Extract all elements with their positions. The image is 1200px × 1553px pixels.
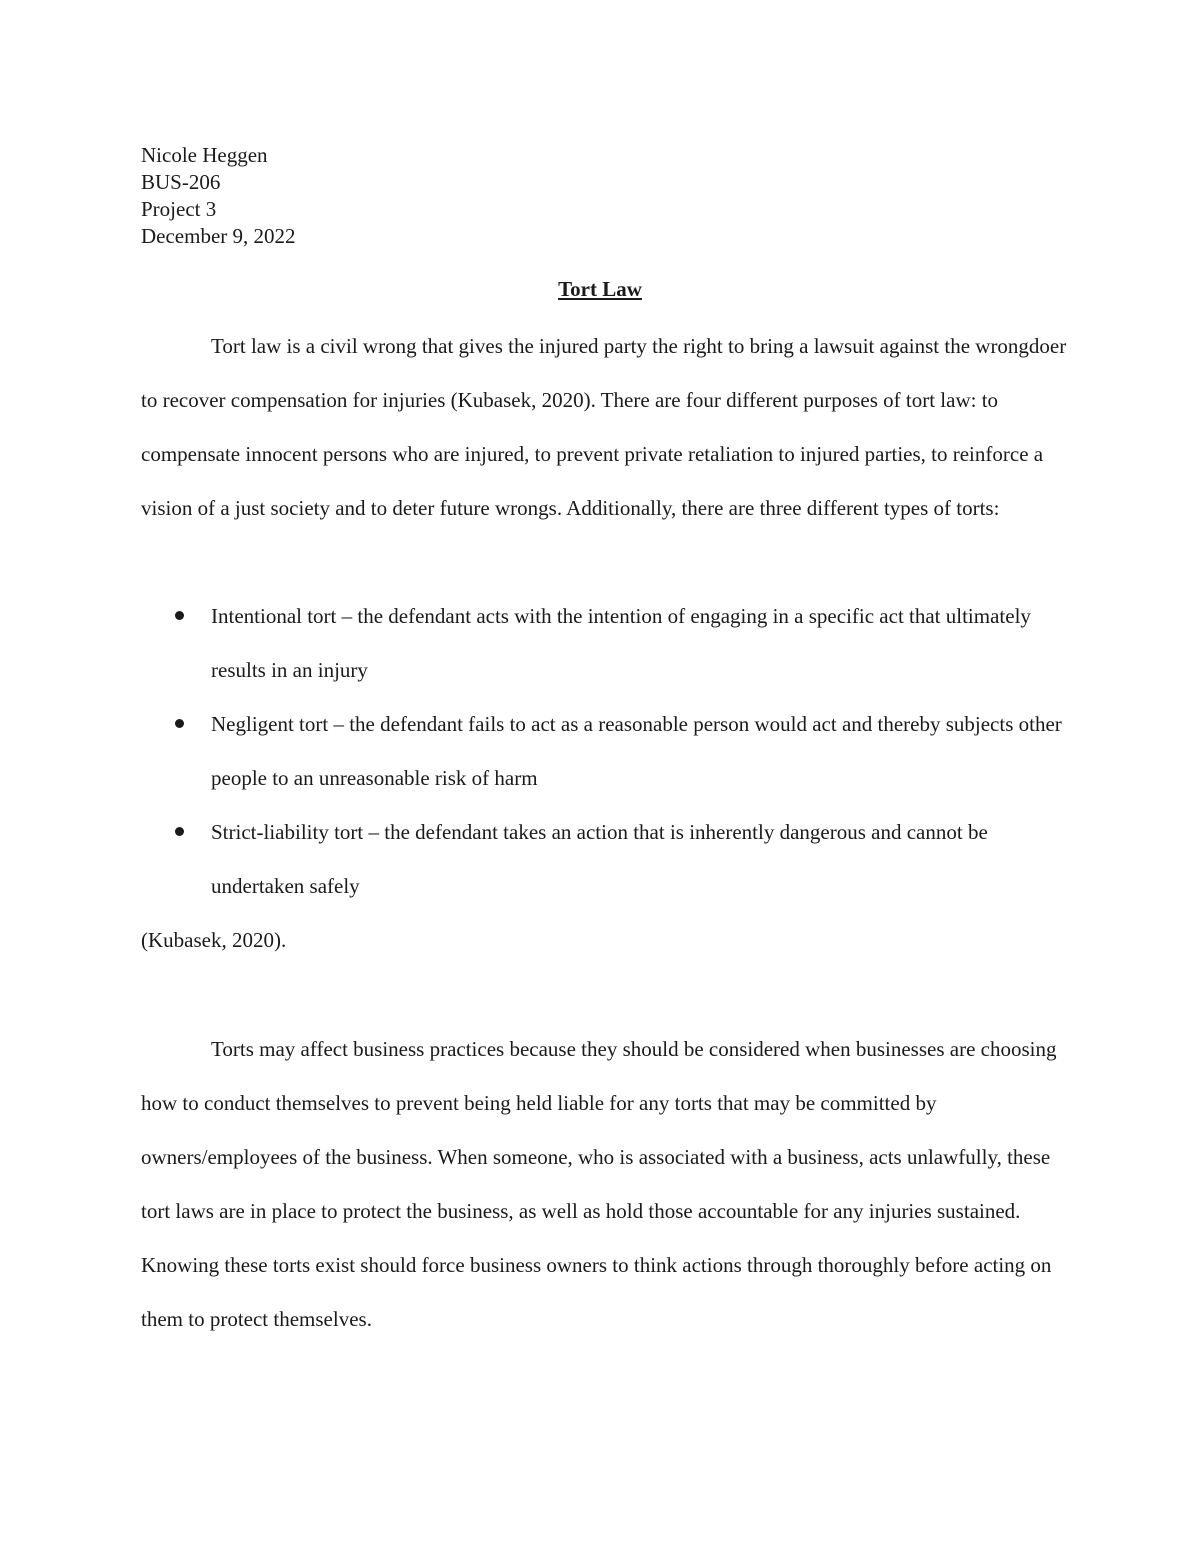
- tort-types-list: [141, 589, 1071, 913]
- list-item: [141, 805, 1071, 913]
- document-header: [141, 142, 296, 250]
- bullet-icon: [175, 719, 184, 728]
- document-title: Tort Law: [558, 277, 642, 301]
- list-item: [141, 589, 1071, 697]
- bullet-icon: [175, 827, 184, 836]
- intro-paragraph-text: Tort law is a civil wrong that gives the injured party the right to bring a lawsuit against the wrongdoer to recover compensation for injuries (Kubasek, 2020). There are four different purposes of tort law: to compensate innocent persons who are injured, to prevent private retaliation to injured parties, to reinforce a vision of a just society and to deter future wrongs. Additionally, there are three different types of torts:: [141, 334, 1067, 520]
- document-date: December 9, 2022: [141, 224, 296, 248]
- intro-paragraph: [141, 319, 1071, 535]
- author-name: Nicole Heggen: [141, 143, 268, 167]
- assignment-name: Project 3: [141, 197, 217, 221]
- business-paragraph: [141, 1022, 1071, 1346]
- list-item-text: Intentional tort – the defendant acts with the intention of engaging in a specific act that ultimately results in an injury: [211, 604, 1031, 682]
- bullet-icon: [175, 611, 184, 620]
- list-item-text: Negligent tort – the defendant fails to act as a reasonable person would act and thereby subjects other people to an unreasonable risk of harm: [211, 712, 1062, 790]
- list-item: [141, 697, 1071, 805]
- citation: (Kubasek, 2020).: [141, 928, 287, 952]
- course-code: BUS-206: [141, 170, 221, 194]
- list-item-text: Strict-liability tort – the defendant takes an action that is inherently dangerous and cannot be undertaken safely: [211, 820, 988, 898]
- business-paragraph-text: Torts may affect business practices because they should be considered when businesses are choosing how to conduct themselves to prevent being held liable for any torts that may be committed by owners/employees of the business. When someone, who is associated with a business, acts unlawfully, these tort laws are in place to protect the business, as well as hold those accountable for any injuries sustained. Knowing these torts exist should force business owners to think actions through thoroughly before acting on them to protect themselves.: [141, 1037, 1057, 1331]
